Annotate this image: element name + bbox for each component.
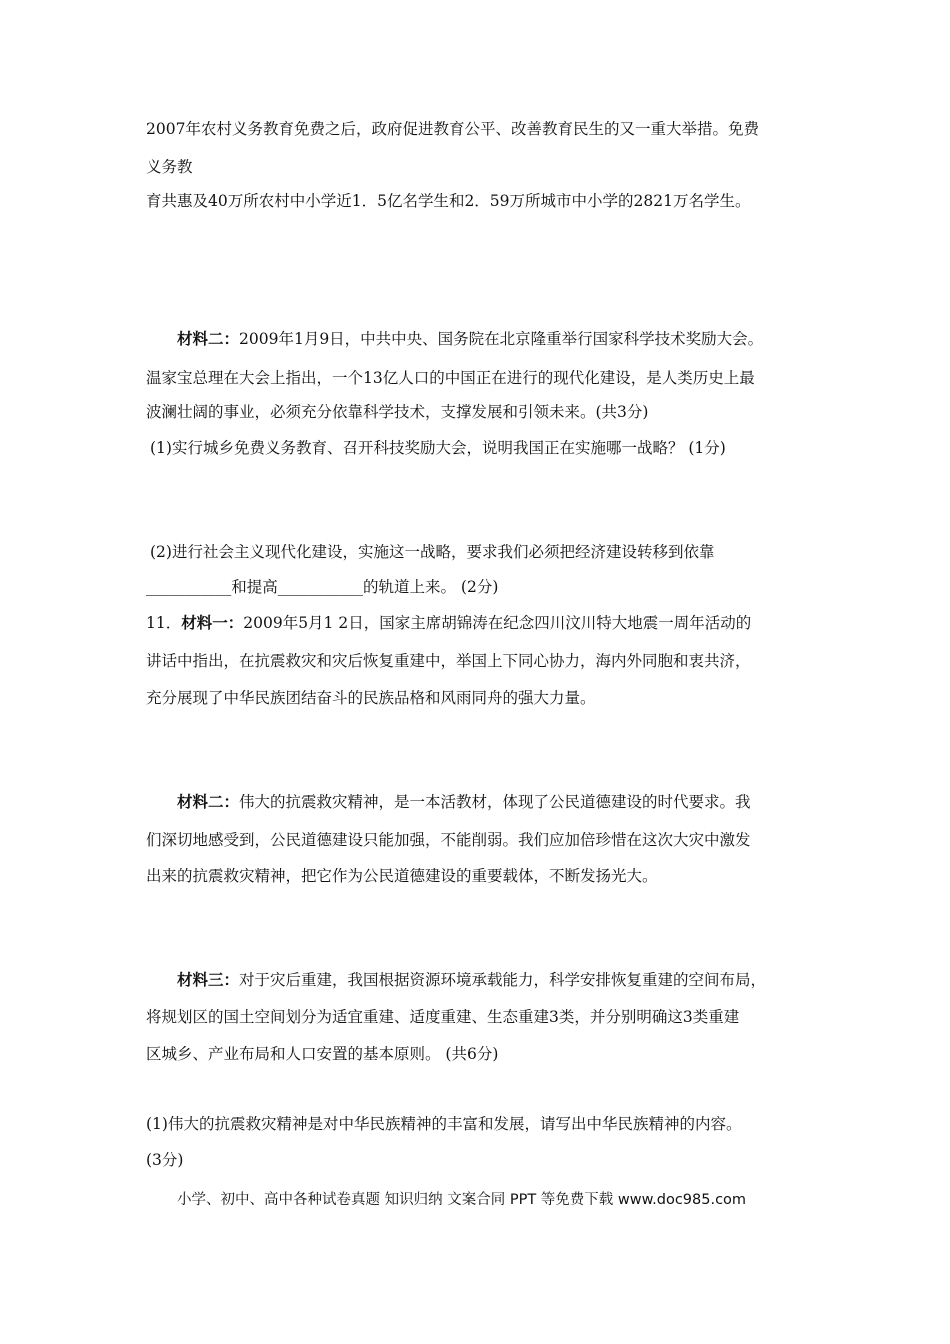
- q11-material-2-line-2: 们深切地感受到，公民道德建设只能加强，不能削弱。我们应加倍珍惜在这次大灾中激发: [146, 831, 751, 849]
- q11-question-1-line-2: (3分): [146, 1151, 184, 1169]
- q11-material-2-line-1: [177, 792, 751, 812]
- material-1-label: 材料一：: [181, 613, 244, 632]
- q11-material-3-line-1: [177, 970, 766, 990]
- q11-material-1-line-2: 讲话中指出，在抗震救灾和灾后恢复重建中，举国上下同心协力，海内外同胞和衷共济，: [146, 652, 751, 670]
- material-3-text-1: 对于灾后重建，我国根据资源环境承载能力，科学安排恢复重建的空间布局，: [239, 971, 767, 989]
- material-1-text-1: 2009年5月1 2日，国家主席胡锦涛在纪念四川汶川特大地震一周年活动的: [243, 614, 752, 632]
- footer-download-note: 小学、初中、高中各种试卷真题 知识归纳 文案合同 PPT 等免费下载 www.doc985.com: [177, 1192, 747, 1208]
- material-2-label: 材料二：: [177, 329, 240, 348]
- material-2-line-3: 波澜壮阔的事业，必须充分依靠科学技术，支撑发展和引领未来。(共3分): [146, 403, 649, 421]
- q11-material-2-line-3: 出来的抗震救灾精神，把它作为公民道德建设的重要载体，不断发扬光大。: [146, 867, 658, 885]
- q11-material-3-line-2: 将规划区的国土空间划分为适宜重建、适度重建、生态重建3类，并分别明确这3类重建: [146, 1008, 740, 1026]
- material-2b-text-1: 伟大的抗震救灾精神，是一本活教材，体现了公民道德建设的时代要求。我: [239, 793, 751, 811]
- intro-line-1: 2007年农村义务教育免费之后，政府促进教育公平、改善教育民生的又一重大举措。免费: [146, 120, 759, 138]
- material-2-text-1: 2009年1月9日，中共中央、国务院在北京隆重举行国家科学技术奖励大会。: [239, 330, 764, 348]
- material-2-line-2: 温家宝总理在大会上指出，一个13亿人口的中国正在进行的现代化建设，是人类历史上最: [146, 369, 755, 387]
- intro-line-3: 育共惠及40万所农村中小学近1．5亿名学生和2．59万所城市中小学的2821万名学生。: [146, 192, 751, 210]
- q10-question-1: (1)实行城乡免费义务教育、召开科技奖励大会，说明我国正在实施哪一战略？ (1分): [150, 439, 726, 457]
- question-number-11: 11．: [146, 614, 182, 632]
- material-3-label: 材料三：: [177, 970, 240, 989]
- material-2b-label: 材料二：: [177, 792, 240, 811]
- material-2-line-1: [177, 329, 763, 349]
- intro-line-2: 义务教: [146, 158, 193, 176]
- q10-question-2-line-1: (2)进行社会主义现代化建设，实施这一战略，要求我们必须把经济建设转移到依靠: [150, 543, 715, 561]
- q11-material-1-line-3: 充分展现了中华民族团结奋斗的民族品格和风雨同舟的强大力量。: [146, 689, 596, 707]
- q11-material-3-line-3: 区城乡、产业布局和人口安置的基本原则。 (共6分): [146, 1045, 499, 1063]
- q10-question-2-line-2: ___________和提高___________的轨道上来。 (2分): [146, 578, 499, 596]
- q11-material-1-line-1: [146, 613, 751, 633]
- q11-question-1-line-1: (1)伟大的抗震救灾精神是对中华民族精神的丰富和发展，请写出中华民族精神的内容。: [146, 1115, 742, 1133]
